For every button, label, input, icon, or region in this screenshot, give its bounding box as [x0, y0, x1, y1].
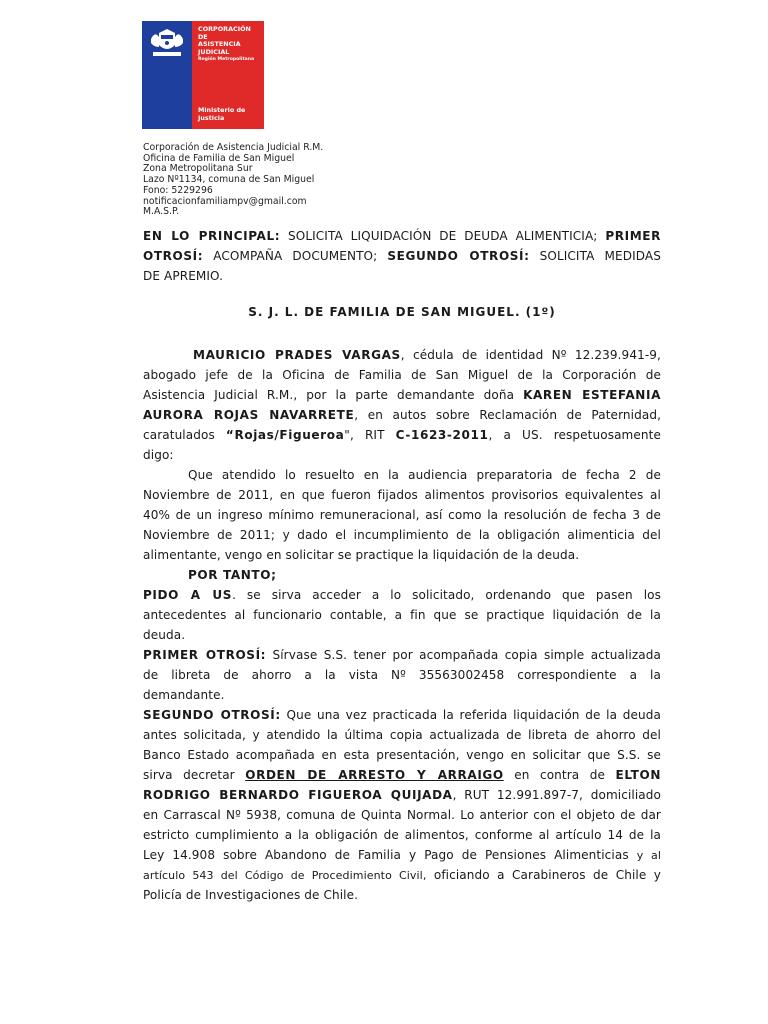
body-line: caratulados “Rojas/Figueroa", RIT C-1623-2011, a US. respetuosamente [143, 428, 661, 442]
body-line: en Carrascal Nº 5938, comuna de Quinta Normal. Lo anterior con el objeto de dar [143, 808, 661, 822]
summary-block [143, 226, 661, 286]
logo-ministry-line: Ministerio de [198, 106, 246, 114]
body-line: demandante. [143, 688, 225, 702]
body-line: Ley 14.908 sobre Abandono de Familia y Pago de Pensiones Alimenticias y al [143, 848, 661, 862]
body-line: antecedentes al funcionario contable, a fin que se practique liquidación de la [143, 608, 661, 622]
body-line: POR TANTO; [188, 568, 277, 582]
address-line: Lazo Nº1134, comuna de San Miguel [143, 174, 315, 186]
summary-line: DE APREMIO. [143, 269, 224, 283]
logo-org-line: JUDICIAL [198, 47, 230, 56]
logo-ministry-line: Justicia [198, 113, 225, 122]
logo-blue-panel [142, 21, 192, 129]
address-line: notificacionfamiliampv@gmail.com [143, 195, 307, 207]
body-line: RODRIGO BERNARDO FIGUEROA QUIJADA, RUT 12.991.897-7, domiciliado [143, 788, 661, 802]
logo-org-line: CORPORACIÓN DE [198, 25, 251, 41]
body-line: artículo 543 del Código de Procedimiento Civil, oficiando a Carabineros de Chile y [143, 868, 661, 882]
logo-org-name [198, 26, 262, 64]
body-line: AURORA ROJAS NAVARRETE, en autos sobre Reclamación de Paternidad, [143, 408, 661, 422]
institution-logo [142, 21, 264, 129]
body-line: Policía de Investigaciones de Chile. [143, 888, 359, 902]
body-line: 40% de un ingreso mínimo remuneracional, así como la resolución de fecha 3 de [143, 508, 661, 522]
logo-region: Región Metropolitana [198, 57, 255, 63]
body-line: abogado jefe de la Oficina de Familia de San Miguel de la Corporación de [143, 368, 661, 382]
body-line: Noviembre de 2011; y dado el incumplimiento de la obligación alimenticia del [143, 528, 661, 542]
body-line: digo: [143, 448, 174, 462]
summary-line: EN LO PRINCIPAL: SOLICITA LIQUIDACIÓN DE DEUDA ALIMENTICIA; PRIMER [143, 229, 661, 243]
address-line: Oficina de Familia de San Miguel [143, 152, 295, 164]
body-line: SEGUNDO OTROSÍ: Que una vez practicada la referida liquidación de la deuda [143, 708, 661, 722]
body-line: MAURICIO PRADES VARGAS, cédula de identidad Nº 12.239.941-9, [193, 348, 661, 362]
logo-ministry [198, 107, 262, 122]
body-line: Que atendido lo resuelto en la audiencia preparatoria de fecha 2 de [188, 468, 661, 482]
address-line: M.A.S.P. [143, 206, 180, 218]
body-line: Banco Estado acompañada en esta presentación, vengo en solicitar que S.S. se [143, 748, 661, 762]
address-line: Fono: 5229296 [143, 184, 213, 196]
sender-address-block [143, 143, 323, 218]
body-line: Asistencia Judicial R.M., por la parte demandante doña KAREN ESTEFANIA [143, 388, 661, 402]
body-line: sirva decretar ORDEN DE ARRESTO Y ARRAIGO en contra de ELTON [143, 768, 661, 782]
body-line: estricto cumplimiento a la obligación de alimentos, conforme al artículo 14 de la [143, 828, 661, 842]
address-line: Zona Metropolitana Sur [143, 163, 253, 175]
logo-org-line: ASISTENCIA [198, 40, 241, 49]
body-line: PIDO A US. se sirva acceder a lo solicitado, ordenando que pasen los [143, 588, 661, 602]
body-line: alimentante, vengo en solicitar se practique la liquidación de la deuda. [143, 548, 580, 562]
body-line: PRIMER OTROSÍ: Sírvase S.S. tener por acompañada copia simple actualizada [143, 648, 661, 662]
court-heading: S. J. L. DE FAMILIA DE SAN MIGUEL. (1º) [248, 305, 556, 319]
summary-line: OTROSÍ: ACOMPAÑA DOCUMENTO; SEGUNDO OTROSÍ: SOLICITA MEDIDAS [143, 249, 661, 263]
chile-coat-of-arms-icon [147, 25, 187, 59]
document-body [143, 345, 661, 905]
body-line: de libreta de ahorro a la vista Nº 35563002458 correspondiente a la [143, 668, 661, 682]
body-line: antes solicitada, y atendido la última copia actualizada de libreta de ahorro del [143, 728, 661, 742]
body-line: Noviembre de 2011, en que fueron fijados alimentos provisorios equivalentes al [143, 488, 661, 502]
body-line: deuda. [143, 628, 186, 642]
address-line: Corporación de Asistencia Judicial R.M. [143, 142, 324, 153]
